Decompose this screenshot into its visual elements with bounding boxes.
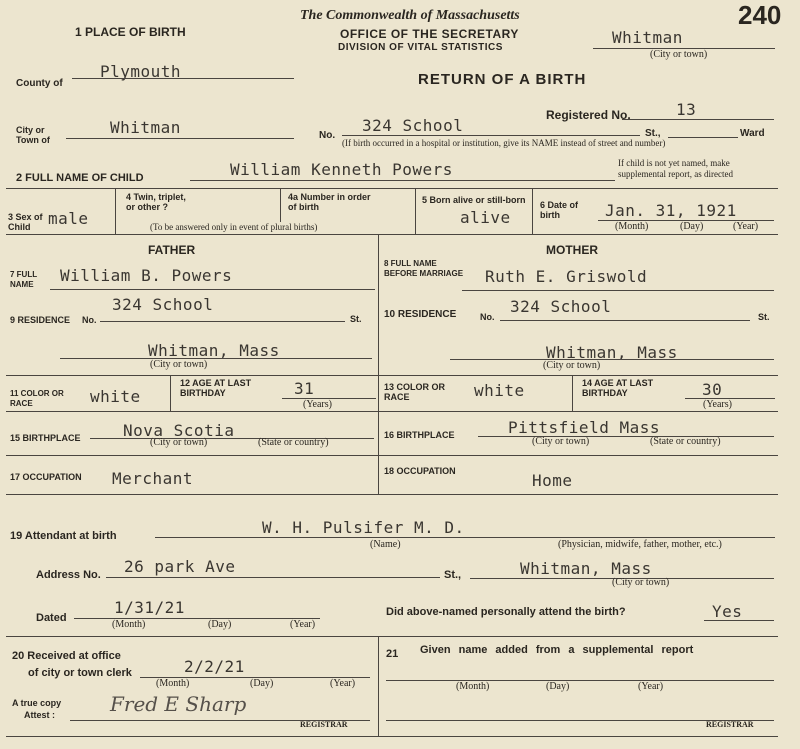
record-number: 240 — [738, 0, 782, 30]
attend-question: Did above-named personally attend the birth? — [386, 606, 626, 618]
hospital-note: (If birth occurred in a hospital or institution, give its NAME instead of street and number) — [342, 138, 666, 148]
divider — [668, 137, 738, 138]
attendant-label: 19 Attendant at birth — [10, 530, 117, 542]
father-no-label: No. — [82, 315, 97, 325]
father-occupation-value: Merchant — [112, 469, 194, 488]
divider — [66, 138, 294, 139]
mother-birthplace-label: 16 BIRTHPLACE — [384, 430, 455, 440]
mother-st-label: St. — [758, 312, 770, 322]
city-town-caption: (City or town) — [650, 49, 708, 60]
divider — [280, 188, 281, 222]
supp-year-caption: (Year) — [638, 681, 664, 692]
father-bp-city-caption: (City or town) — [150, 437, 208, 448]
father-birthplace-label: 15 BIRTHPLACE — [10, 433, 81, 443]
father-age-label: 12 AGE AT LAST BIRTHDAY — [180, 378, 252, 398]
supplemental-label: Given name added from a supplemental report — [420, 644, 694, 656]
divider — [74, 618, 320, 619]
place-of-birth-label: 1 PLACE OF BIRTH — [75, 25, 186, 39]
return-title: RETURN OF A BIRTH — [418, 71, 587, 88]
division-heading: DIVISION OF VITAL STATISTICS — [338, 42, 503, 53]
commonwealth-heading: The Commonwealth of Massachusetts — [300, 8, 520, 23]
father-city-caption: (City or town) — [150, 359, 208, 370]
divider — [386, 680, 774, 681]
alive-value: alive — [460, 208, 511, 227]
divider — [155, 537, 775, 538]
mother-title: MOTHER — [546, 243, 598, 257]
town-top: Whitman — [612, 28, 683, 47]
divider — [704, 620, 774, 621]
divider — [72, 78, 294, 79]
mother-street-value: 324 School — [510, 297, 612, 316]
city-town-value: Whitman — [110, 118, 181, 137]
address-st-label: St., — [444, 569, 462, 581]
divider — [60, 358, 372, 359]
divider — [6, 234, 778, 235]
mother-age-label: 14 AGE AT LAST BIRTHDAY — [582, 378, 654, 398]
divider — [450, 359, 774, 360]
received-day-caption: (Day) — [250, 678, 274, 689]
mother-name-label: 8 FULL NAME BEFORE MARRIAGE — [384, 259, 464, 278]
received-label-1: 20 Received at office — [12, 650, 121, 662]
father-name-label: 7 FULL NAME — [10, 270, 37, 289]
mother-name-value: Ruth E. Griswold — [485, 267, 648, 286]
divider — [342, 135, 640, 136]
divider — [170, 375, 171, 411]
dated-year-caption: (Year) — [290, 619, 316, 630]
date-label: 6 Date of birth — [540, 200, 579, 220]
received-label-2: of city or town clerk — [28, 667, 132, 679]
mother-years-caption: (Years) — [703, 399, 732, 410]
divider — [572, 375, 573, 411]
divider — [622, 119, 774, 120]
st-label: St., — [645, 128, 661, 139]
supp-month-caption: (Month) — [456, 681, 490, 692]
attendant-name-caption: (Name) — [370, 539, 401, 550]
divider — [6, 455, 778, 456]
father-st-label: St. — [350, 314, 362, 324]
divider — [6, 375, 778, 376]
mother-occupation-label: 18 OCCUPATION — [384, 466, 456, 476]
father-title: FATHER — [148, 243, 196, 257]
mother-no-label: No. — [480, 312, 495, 322]
address-label: Address No. — [36, 569, 101, 581]
mother-town-value: Whitman, Mass — [546, 343, 678, 362]
divider — [478, 436, 774, 437]
date-day-caption: (Day) — [680, 221, 704, 232]
not-named-note-2: supplemental report, as directed — [618, 169, 733, 179]
divider — [500, 320, 750, 321]
received-month-caption: (Month) — [156, 678, 190, 689]
divider — [532, 188, 533, 234]
county-label: County of — [16, 78, 63, 89]
father-town-value: Whitman, Mass — [148, 341, 280, 360]
address-city-caption: (City or town) — [612, 577, 670, 588]
divider — [6, 736, 778, 737]
divider — [50, 289, 375, 290]
date-value: Jan. 31, 1921 — [605, 201, 737, 220]
mother-birthplace-value: Pittsfield Mass — [508, 418, 660, 437]
street-no-value: 324 School — [362, 116, 464, 135]
registered-label: Registered No. — [546, 108, 631, 122]
county-value: Plymouth — [100, 62, 182, 81]
divider — [378, 636, 379, 736]
dated-day-caption: (Day) — [208, 619, 232, 630]
ward-label: Ward — [740, 128, 765, 139]
dated-month-caption: (Month) — [112, 619, 146, 630]
father-street-value: 324 School — [112, 295, 214, 314]
mother-bp-state-caption: (State or country) — [650, 436, 721, 447]
father-birthplace-value: Nova Scotia — [123, 421, 235, 440]
divider — [462, 290, 774, 291]
address-value: 26 park Ave — [124, 557, 236, 576]
registrar-caption: REGISTRAR — [300, 720, 348, 729]
not-named-note-1: If child is not yet named, make — [618, 158, 730, 168]
child-name-label: 2 FULL NAME OF CHILD — [16, 172, 144, 184]
divider — [100, 321, 345, 322]
father-bp-state-caption: (State or country) — [258, 437, 329, 448]
dated-label: Dated — [36, 612, 67, 624]
supp-registrar-caption: REGISTRAR — [706, 720, 754, 729]
street-no-label: No. — [319, 130, 336, 141]
father-residence-label: 9 RESIDENCE — [10, 315, 71, 325]
father-occupation-label: 17 OCCUPATION — [10, 472, 82, 482]
mother-occupation-value: Home — [532, 471, 573, 490]
divider — [415, 188, 416, 234]
divider — [6, 411, 778, 412]
registered-value: 13 — [676, 100, 697, 119]
mother-residence-label: 10 RESIDENCE — [384, 309, 457, 320]
order-label: 4a Number in order of birth — [288, 192, 371, 212]
father-color-value: white — [90, 387, 141, 406]
mother-color-label: 13 COLOR OR RACE — [384, 382, 446, 402]
father-years-caption: (Years) — [303, 399, 332, 410]
father-age-value: 31 — [294, 379, 315, 398]
attendant-role-caption: (Physician, midwife, father, mother, etc.) — [558, 539, 722, 550]
registrar-signature: Fred E Sharp — [110, 692, 247, 716]
supp-day-caption: (Day) — [546, 681, 570, 692]
alive-label: 5 Born alive or still-born — [422, 195, 526, 205]
received-year-caption: (Year) — [330, 678, 356, 689]
copy-label-2: Attest : — [24, 710, 55, 720]
attendant-name-value: W. H. Pulsifer M. D. — [262, 518, 465, 537]
date-year-caption: (Year) — [733, 221, 759, 232]
dated-value: 1/31/21 — [114, 598, 185, 617]
divider — [6, 636, 778, 637]
divider — [6, 494, 778, 495]
divider — [190, 180, 615, 181]
father-name-value: William B. Powers — [60, 266, 233, 285]
copy-label-1: A true copy — [12, 698, 62, 708]
divider — [106, 577, 440, 578]
sex-label: 3 Sex of Child — [8, 212, 43, 232]
mother-color-value: white — [474, 381, 525, 400]
mother-city-caption: (City or town) — [543, 360, 601, 371]
city-town-label: City or Town of — [16, 125, 50, 145]
date-month-caption: (Month) — [615, 221, 649, 232]
plural-note: (To be answered only in event of plural births) — [150, 222, 318, 232]
divider — [90, 438, 374, 439]
received-date-value: 2/2/21 — [184, 657, 245, 676]
divider — [6, 188, 778, 189]
sex-value: male — [48, 209, 89, 228]
supplemental-num: 21 — [386, 648, 399, 660]
address-town-value: Whitman, Mass — [520, 559, 652, 578]
mother-bp-city-caption: (City or town) — [532, 436, 590, 447]
twin-label: 4 Twin, triplet, or other ? — [126, 192, 186, 212]
attend-answer: Yes — [712, 602, 743, 621]
father-color-label: 11 COLOR OR RACE — [10, 389, 64, 408]
divider — [115, 188, 116, 234]
office-heading: OFFICE OF THE SECRETARY — [340, 27, 519, 41]
mother-age-value: 30 — [702, 380, 723, 399]
child-name-value: William Kenneth Powers — [230, 160, 453, 179]
